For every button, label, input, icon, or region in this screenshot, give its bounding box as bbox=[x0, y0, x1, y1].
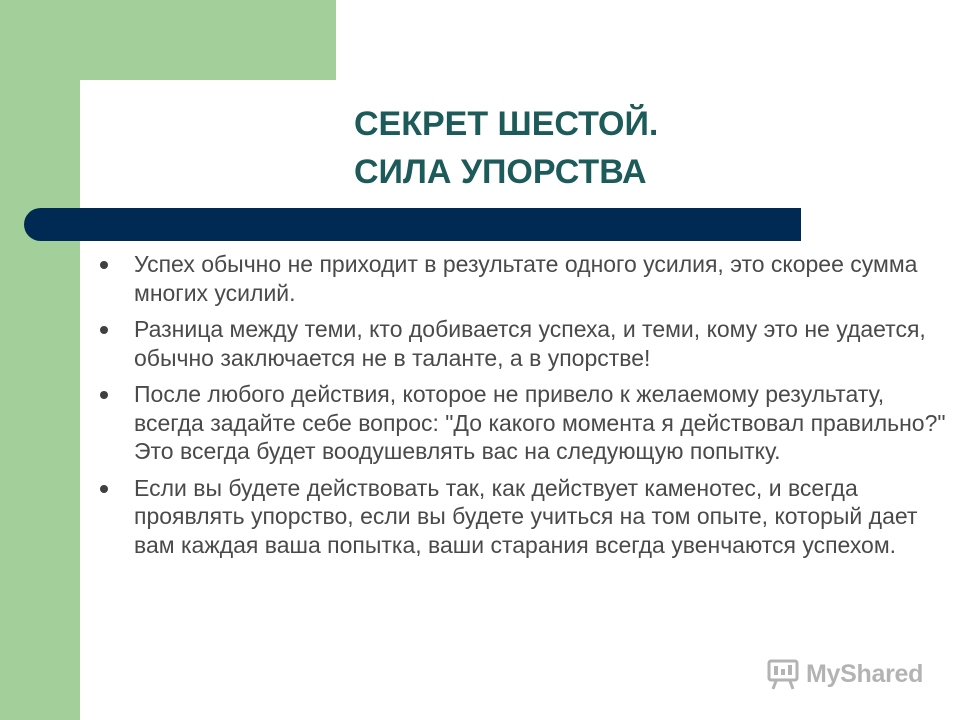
green-side-band bbox=[0, 0, 80, 720]
bullet-text: Разница между теми, кто добивается успеха, и теми, кому это не удается, обычно заключается не в таланте, а в упорстве! bbox=[134, 316, 926, 371]
bullet-dot-icon bbox=[100, 326, 108, 334]
title-line-1: СЕКРЕТ ШЕСТОЙ. bbox=[354, 105, 659, 143]
bullet-dot-icon bbox=[100, 261, 108, 269]
bullet-item bbox=[100, 250, 950, 307]
watermark-text: MyShared bbox=[806, 659, 924, 688]
bullet-text: После любого действия, которое не привело к желаемому результату, всегда задайте себе вопрос: "До какого момента я действовал правильно?" Это всегда будет воодушевлять вас на следующую попытку. bbox=[134, 381, 946, 464]
bullet-dot-icon bbox=[100, 485, 108, 493]
bullet-item bbox=[100, 315, 950, 372]
slide-title bbox=[354, 100, 658, 196]
bullet-list bbox=[100, 250, 950, 567]
green-top-band bbox=[0, 0, 336, 80]
bullet-text: Если вы будете действовать так, как действует каменотес, и всегда проявлять упорство, если вы будете учиться на том опыте, который дает вам каждая ваша попытка, ваши старания всегда увенчаются успехом. bbox=[134, 474, 918, 558]
bullet-item bbox=[100, 380, 950, 466]
presentation-board-icon bbox=[766, 657, 800, 691]
bullet-item bbox=[100, 474, 950, 560]
title-underline-bar bbox=[24, 208, 801, 241]
title-line-2: СИЛА УПОРСТВА bbox=[354, 153, 647, 191]
bullet-text: Успех обычно не приходит в результате одного усилия, это скорее сумма многих усилий. bbox=[134, 251, 918, 306]
myshared-watermark[interactable] bbox=[766, 654, 923, 694]
bullet-dot-icon bbox=[100, 391, 108, 399]
